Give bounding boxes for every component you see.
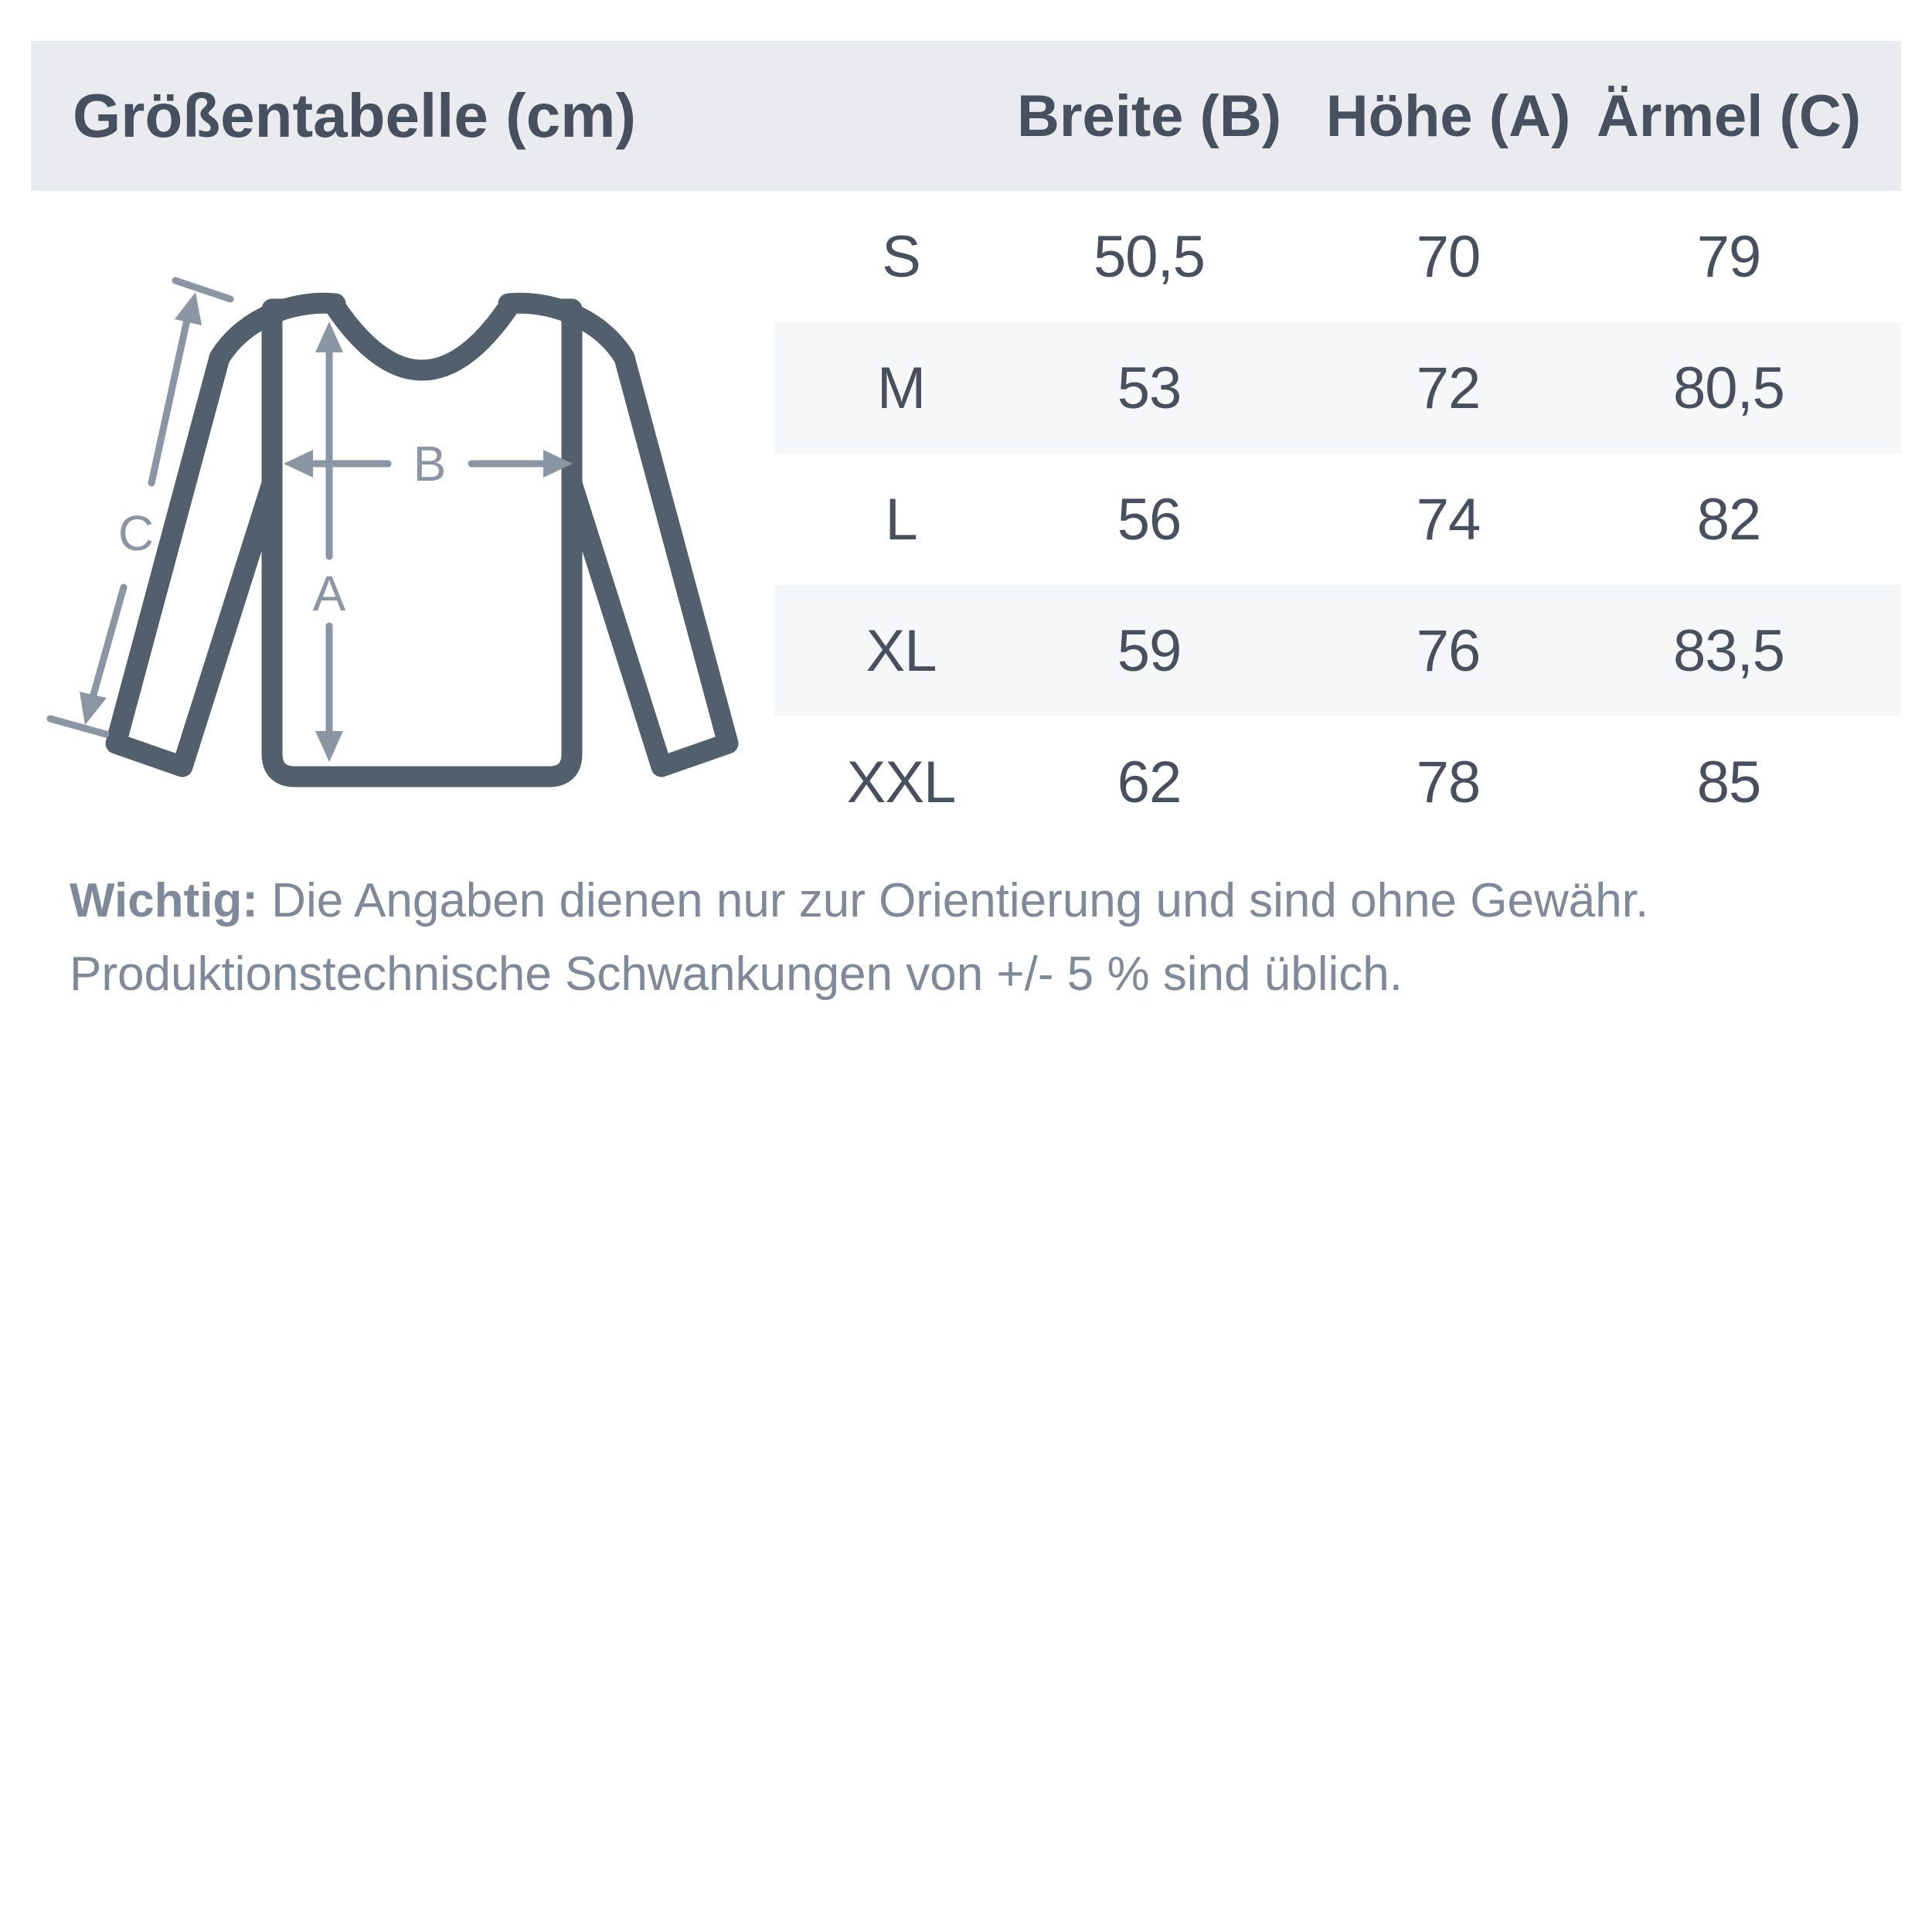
column-header-breite: Breite (B) bbox=[1016, 83, 1282, 149]
cell-aermel: 79 bbox=[1696, 223, 1761, 290]
cell-size: L bbox=[885, 486, 917, 553]
cell-aermel: 83,5 bbox=[1673, 617, 1784, 684]
cell-aermel: 82 bbox=[1696, 486, 1761, 553]
sweater-diagram-svg bbox=[31, 209, 811, 842]
disclaimer-line-2: Produktionstechnische Schwankungen von +/- 5 % sind üblich. bbox=[70, 947, 1403, 1001]
dimension-label-c: C bbox=[117, 505, 155, 561]
disclaimer-note bbox=[70, 864, 1862, 1011]
arrowhead-c-bottom bbox=[80, 692, 107, 725]
cell-size: XXL bbox=[846, 749, 956, 815]
cell-size: S bbox=[882, 223, 920, 290]
dimension-tick-c-top bbox=[175, 281, 230, 299]
disclaimer-prefix: Wichtig: bbox=[70, 874, 258, 927]
column-header-size-spacer bbox=[774, 41, 1028, 191]
table-row-s bbox=[774, 191, 1901, 322]
table-row-m bbox=[774, 322, 1901, 454]
cell-breite: 53 bbox=[1117, 355, 1182, 421]
cell-breite: 56 bbox=[1117, 486, 1182, 553]
sweater-measurement-diagram bbox=[31, 209, 811, 842]
cell-aermel: 80,5 bbox=[1673, 355, 1784, 421]
dimension-label-b: B bbox=[413, 436, 447, 492]
cell-hoehe: 74 bbox=[1416, 486, 1481, 553]
cell-hoehe: 76 bbox=[1416, 617, 1481, 684]
cell-size: M bbox=[876, 355, 926, 421]
column-header-hoehe: Höhe (A) bbox=[1325, 83, 1571, 149]
table-row-xxl bbox=[774, 716, 1901, 848]
cell-breite: 59 bbox=[1117, 617, 1182, 684]
disclaimer-text-1: Die Angaben dienen nur zur Orientierung und sind ohne Gewähr. bbox=[257, 874, 1649, 927]
cell-breite: 50,5 bbox=[1094, 223, 1205, 290]
cell-hoehe: 78 bbox=[1416, 749, 1481, 815]
cell-size: XL bbox=[866, 617, 937, 684]
table-header-bar bbox=[31, 41, 1901, 191]
table-row-l bbox=[774, 454, 1901, 585]
cell-hoehe: 70 bbox=[1416, 223, 1481, 290]
column-headers bbox=[774, 41, 1901, 191]
table-row-xl bbox=[774, 585, 1901, 716]
disclaimer-line-1 bbox=[70, 864, 1862, 937]
cell-aermel: 85 bbox=[1696, 749, 1761, 815]
size-table bbox=[774, 191, 1901, 848]
cell-breite: 62 bbox=[1117, 749, 1182, 815]
page-title: Größentabelle (cm) bbox=[73, 81, 637, 150]
dimension-tick-c-bottom bbox=[50, 719, 106, 734]
dimension-label-a: A bbox=[312, 566, 346, 621]
cell-hoehe: 72 bbox=[1416, 355, 1481, 421]
column-header-aermel: Ärmel (C) bbox=[1596, 83, 1862, 149]
